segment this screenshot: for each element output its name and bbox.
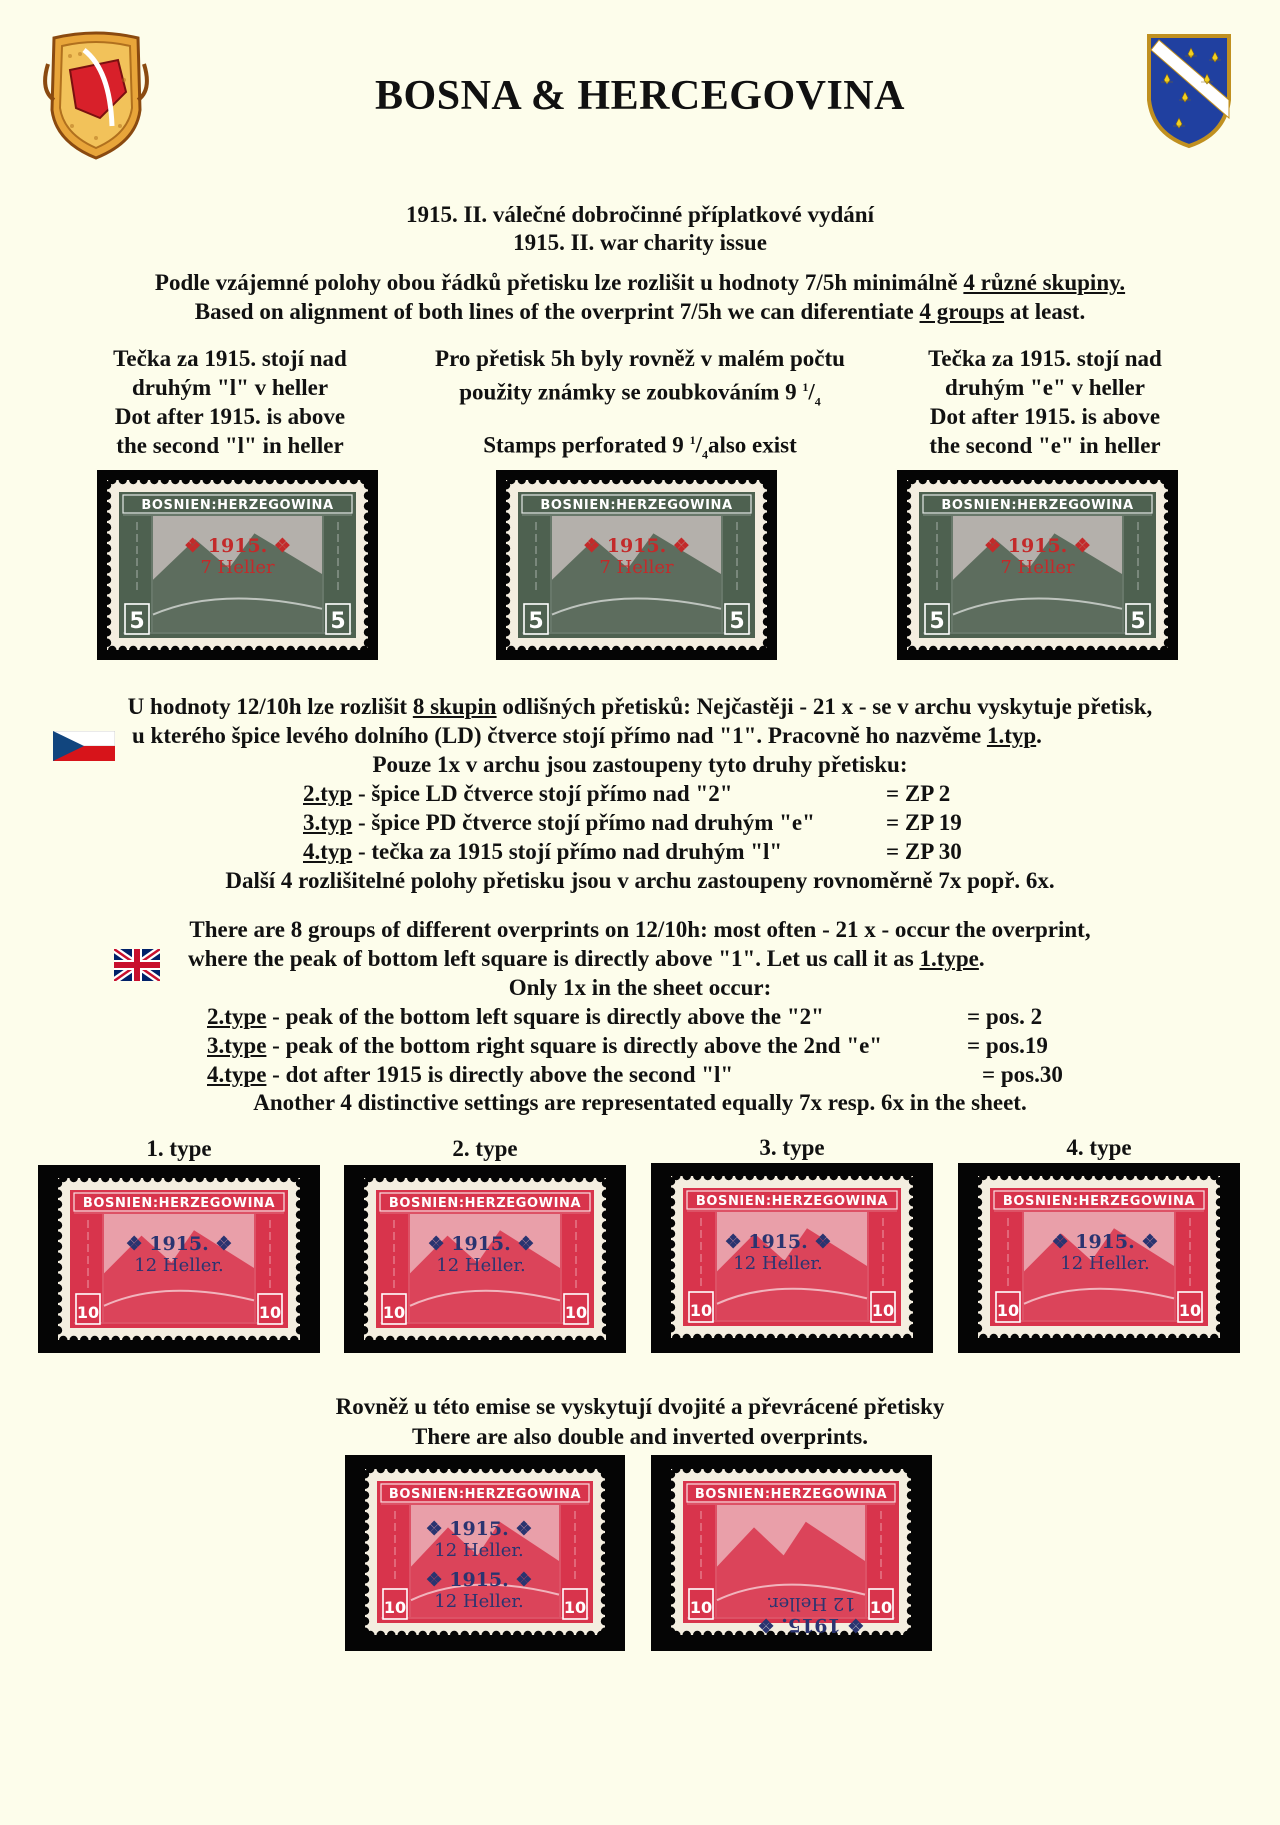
stamp-header-text: BOSNIEN:HERZEGOWINA	[540, 498, 733, 513]
text-part: odlišných přetisků: Nejčastěji - 21 x - se v archu vyskytuje přetisk,	[496, 694, 1153, 719]
groups-text-en	[0, 297, 1280, 326]
overprint-year: ❖ 1915. ❖	[1051, 1231, 1159, 1253]
caption-line: Tečka za 1915. stojí nad	[928, 346, 1162, 371]
overprint-year: ❖ 1915. ❖	[724, 1231, 832, 1253]
red-stamp	[671, 1469, 911, 1635]
overprint-value: 12 Heller.	[134, 1255, 224, 1276]
type-label-3: 3. type	[759, 1135, 825, 1160]
caption-left	[80, 344, 380, 460]
stamp-denomination-right: 5	[729, 609, 745, 634]
footer-cz: Rovněž u této emise se vyskytují dvojité a převrácené přetisky	[335, 1394, 945, 1419]
text-underlined: 1.type	[919, 946, 979, 971]
text-part: - dot after 1915 is directly above the second "l"	[266, 1062, 734, 1087]
text-underlined: 8 skupin	[412, 694, 497, 719]
overprint-year: ❖ 1915. ❖	[184, 535, 291, 557]
text-part: also exist	[707, 432, 797, 458]
type-label-1: 1. type	[146, 1136, 212, 1161]
stamp-mount-red-3	[651, 1163, 933, 1353]
en-type-2	[207, 1002, 824, 1031]
cz-line-1	[0, 692, 1280, 721]
stamp-mount-red-1	[38, 1165, 320, 1353]
caption-line: použity známky se zoubkováním 9 $^1/_4$	[459, 379, 821, 409]
green-stamp	[506, 480, 767, 650]
en-line-2	[188, 944, 985, 973]
text-part: - tečka za 1915 stojí přímo nad druhým "l"	[352, 839, 783, 864]
red-stamp	[58, 1178, 300, 1340]
stamp-header-text: BOSNIEN:HERZEGOWINA	[695, 1194, 889, 1209]
text-underlined: 2.typ	[303, 781, 353, 806]
stamp-denomination-left: 10	[996, 1301, 1020, 1320]
text-part: - peak of the bottom right square is directly above the 2nd "e"	[266, 1033, 883, 1058]
issue-title-en: 1915. II. war charity issue	[513, 230, 767, 255]
stamp-header-text: BOSNIEN:HERZEGOWINA	[388, 1487, 582, 1502]
stamp-mount-inverted	[651, 1455, 932, 1651]
stamp-header-text: BOSNIEN:HERZEGOWINA	[694, 1487, 888, 1502]
text-part: at least.	[1004, 299, 1086, 324]
bosnia-coat-of-arms-icon	[1145, 30, 1233, 150]
overprint-year: ❖ 1915. ❖	[583, 535, 690, 557]
overprint	[725, 1231, 832, 1274]
text-part: - peak of the bottom left square is directly above the "2"	[266, 1004, 824, 1029]
stamp-denomination-left: 10	[76, 1303, 100, 1322]
cz-line-3: Pouze 1x v archu jsou zastoupeny tyto druhy přetisku:	[372, 752, 908, 777]
cz-type-4-pos: = ZP 30	[886, 839, 962, 864]
text-part: .	[1036, 723, 1042, 748]
footer-en: There are also double and inverted overprints.	[412, 1424, 868, 1449]
overprint-year: ❖ 1915. ❖	[425, 1569, 533, 1591]
caption-line: druhým "l" v heller	[131, 375, 329, 400]
stamp-denomination-left: 5	[528, 609, 544, 634]
en-type-3-pos: = pos.19	[967, 1033, 1048, 1058]
stamp-header-text: BOSNIEN:HERZEGOWINA	[82, 1196, 276, 1211]
overprint-value: 12 Heller.	[436, 1255, 526, 1276]
overprint-value: 12 Heller.	[434, 1540, 524, 1561]
text-part: U hodnoty 12/10h lze rozlišit	[127, 694, 413, 719]
en-line-1: There are 8 groups of different overprints on 12/10h: most often - 21 x - occur the overprint,	[189, 917, 1091, 942]
text-underlined: 4 groups	[919, 299, 1005, 324]
stamp-header-text: BOSNIEN:HERZEGOWINA	[941, 498, 1134, 513]
overprint	[126, 1233, 233, 1276]
stamp-denomination-left: 10	[383, 1598, 407, 1617]
caption-middle	[390, 344, 890, 470]
stamp-mount-red-4	[958, 1163, 1240, 1353]
overprint-value: 7 Heller	[1000, 557, 1075, 578]
issue-title-cz: 1915. II. válečné dobročinné příplatkové vydání	[406, 202, 874, 227]
stamp-denomination-right: 5	[1130, 609, 1146, 634]
overprint-year: ❖ 1915. ❖	[125, 1233, 233, 1255]
overprint-year: ❖ 1915. ❖	[757, 1614, 865, 1635]
en-type-3	[207, 1031, 882, 1060]
text-underlined: 4 různé skupiny.	[963, 270, 1126, 295]
stamp-denomination-left: 5	[129, 609, 145, 634]
overprint	[428, 1233, 535, 1276]
stamp-mount-green-3	[897, 470, 1178, 660]
stamp-mount-green-2	[496, 470, 777, 660]
stamp-mount-green-1	[97, 470, 378, 660]
stamp-denomination-right: 10	[258, 1303, 282, 1322]
fraction-den: 4	[814, 394, 821, 409]
overprint-year: ❖ 1915. ❖	[427, 1233, 535, 1255]
overprint-value: 12 Heller.	[733, 1253, 823, 1274]
overprint	[1052, 1231, 1159, 1274]
page-title: BOSNA & HERCEGOVINA	[375, 73, 905, 119]
red-stamp	[364, 1178, 606, 1340]
caption-line: the second "l" in heller	[116, 433, 344, 458]
caption-line: Dot after 1915. is above	[929, 404, 1161, 429]
cz-line-2	[132, 721, 1042, 750]
en-line-3: Only 1x in the sheet occur:	[508, 975, 772, 1000]
stamp-denomination-right: 10	[871, 1301, 895, 1320]
text-part: Podle vzájemné polohy obou řádků přetisku lze rozlišit u hodnoty 7/5h minimálně	[154, 270, 964, 295]
stamp-denomination-left: 10	[382, 1303, 406, 1322]
stamp-header-text: BOSNIEN:HERZEGOWINA	[388, 1196, 582, 1211]
cz-line-7: Další 4 rozlišitelné polohy přetisku jsou v archu zastoupeny rovnoměrně 7x popř. 6x.	[225, 868, 1055, 893]
text-part: použity známky se zoubkováním 9	[459, 379, 803, 405]
stamp-header-text: BOSNIEN:HERZEGOWINA	[1002, 1194, 1196, 1209]
text-underlined: 2.type	[207, 1004, 267, 1029]
text-part: Stamps perforated 9	[483, 432, 690, 458]
fraction-num: 1	[689, 433, 696, 448]
stamp-mount-red-2	[344, 1165, 626, 1353]
stamp-denomination-right: 10	[869, 1598, 893, 1617]
overprint	[426, 1518, 533, 1561]
cz-type-3-pos: = ZP 19	[886, 810, 962, 835]
caption-line: Dot after 1915. is above	[114, 404, 346, 429]
stamp-denomination-right: 5	[330, 609, 346, 634]
overprint-value: 7 Heller	[200, 557, 275, 578]
overprint-value: 12 Heller.	[1060, 1253, 1150, 1274]
text-part: u kterého špice levého dolního (LD) čtverce stojí přímo nad "1". Pracovně ho nazvěme	[132, 723, 987, 748]
text-part: .	[978, 946, 985, 971]
fraction-num: 1	[802, 380, 809, 394]
text-part: Based on alignment of both lines of the overprint 7/5h we can diferentiate	[194, 299, 920, 324]
caption-line: druhým "e" v heller	[945, 375, 1145, 400]
en-type-4	[207, 1060, 733, 1089]
stamp-denomination-right: 10	[563, 1598, 587, 1617]
text-underlined: 4.type	[207, 1062, 267, 1087]
text-underlined: 3.typ	[303, 810, 353, 835]
overprint	[426, 1569, 533, 1612]
caption-line: Tečka za 1915. stojí nad	[113, 346, 347, 371]
text-underlined: 1.typ	[986, 723, 1037, 748]
en-type-2-pos: = pos. 2	[967, 1004, 1043, 1029]
stamp-denomination-right: 10	[564, 1303, 588, 1322]
red-stamp	[365, 1469, 605, 1635]
green-stamp	[107, 480, 368, 650]
caption-line: Stamps perforated 9 $^1/_4also$ exist	[483, 432, 797, 462]
text-underlined: 4.typ	[303, 839, 353, 864]
text-underlined: 3.type	[207, 1033, 267, 1058]
text-part: where the peak of bottom left square is directly above "1". Let us call it as	[188, 946, 920, 971]
cz-type-4	[303, 837, 782, 866]
overprint-value: 7 Heller	[599, 557, 674, 578]
caption-line: Pro přetisk 5h byly rovněž v malém počtu	[435, 346, 845, 371]
type-label-2: 2. type	[452, 1136, 518, 1161]
caption-right	[895, 344, 1195, 460]
stamp-denomination-left: 10	[689, 1301, 713, 1320]
red-stamp	[671, 1176, 913, 1338]
stamp-denomination-right: 10	[1178, 1301, 1202, 1320]
caption-line: the second "e" in heller	[929, 433, 1161, 458]
text-part: - špice LD čtverce stojí přímo nad "2"	[352, 781, 733, 806]
fraction-den: 4	[701, 447, 708, 462]
green-stamp	[907, 480, 1168, 650]
stamp-mount-double	[345, 1455, 625, 1651]
text-part: - špice PD čtverce stojí přímo nad druhým "e"	[352, 810, 815, 835]
en-type-4-pos: = pos.30	[982, 1062, 1063, 1087]
stamp-header-text: BOSNIEN:HERZEGOWINA	[141, 498, 334, 513]
cz-type-2-pos: = ZP 2	[886, 781, 951, 806]
stamp-denomination-left: 10	[689, 1598, 713, 1617]
en-line-7: Another 4 distinctive settings are representated equally 7x resp. 6x in the sheet.	[253, 1090, 1027, 1115]
cz-type-3	[303, 808, 815, 837]
overprint-value: 12 Heller.	[434, 1591, 524, 1612]
overprint-year: ❖ 1915. ❖	[984, 535, 1091, 557]
type-label-4: 4. type	[1066, 1135, 1132, 1160]
overprint-value: 12 Heller.	[766, 1593, 856, 1614]
groups-text-cz	[0, 268, 1280, 297]
red-stamp	[978, 1176, 1220, 1338]
overprint-year: ❖ 1915. ❖	[425, 1518, 533, 1540]
stamp-denomination-left: 5	[929, 609, 945, 634]
cz-type-2	[303, 779, 732, 808]
overprint	[758, 1593, 865, 1635]
